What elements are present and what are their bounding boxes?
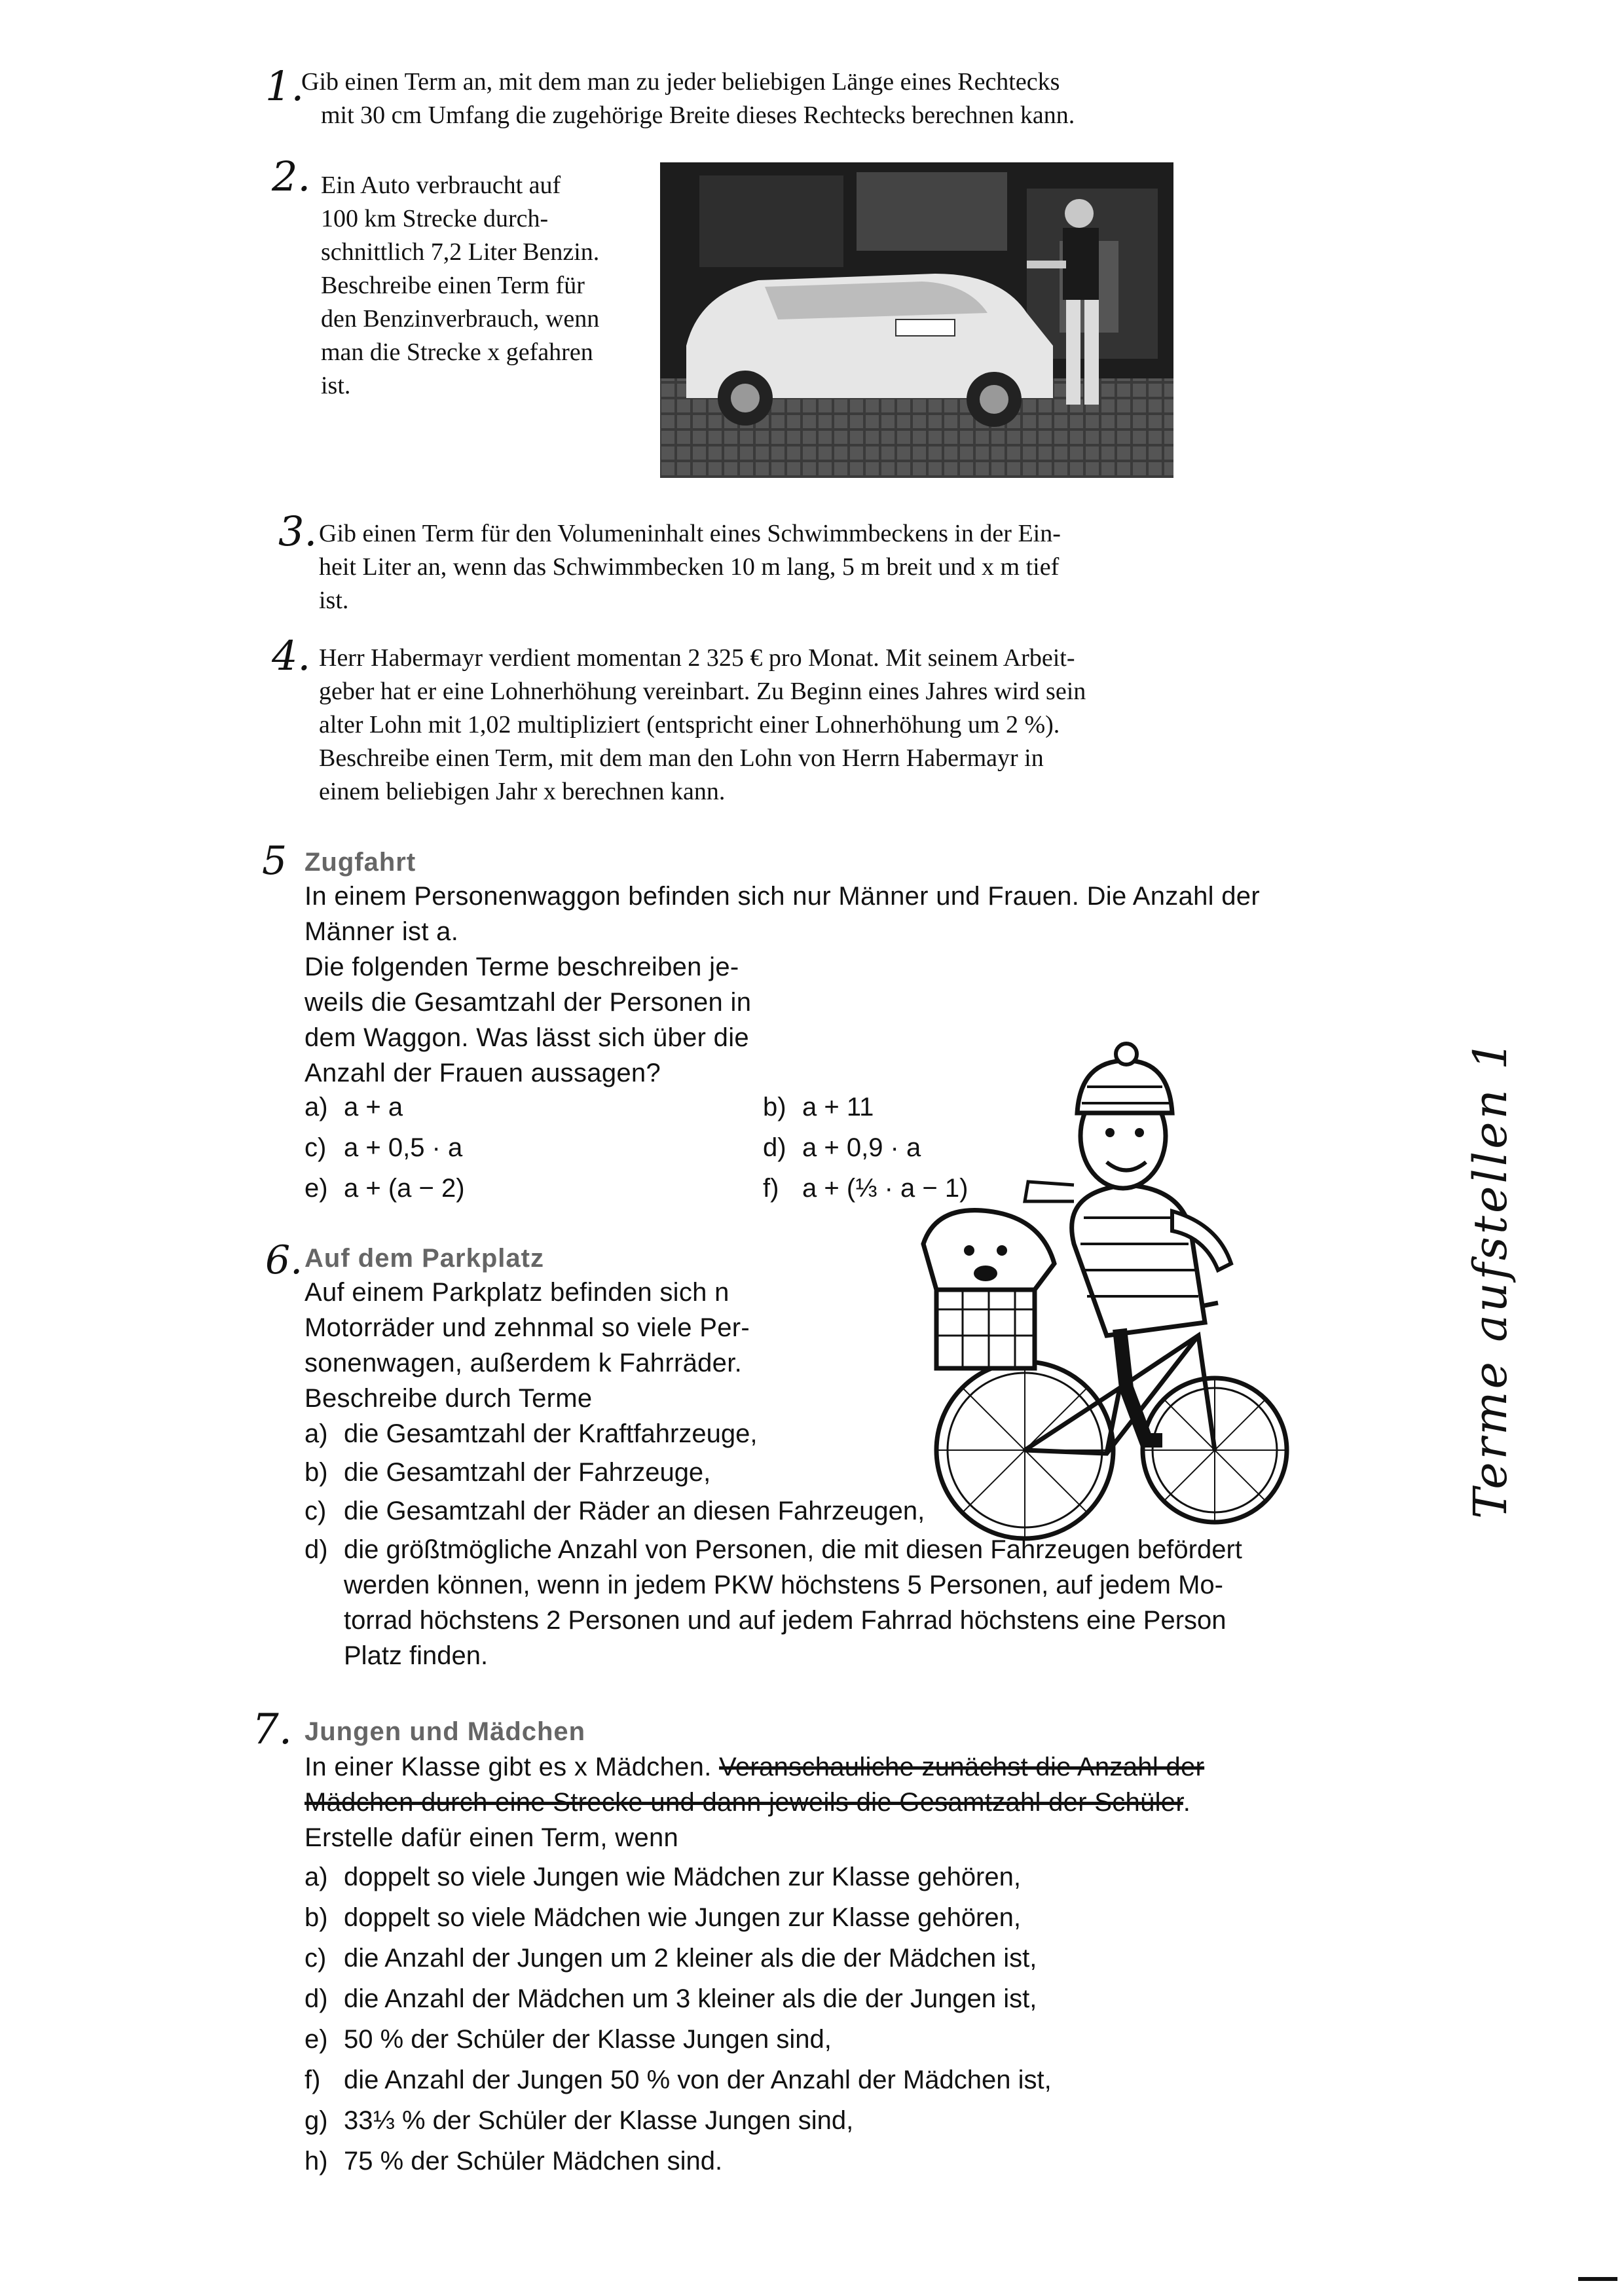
task-6-number: 6. xyxy=(265,1237,303,1283)
text-line: den Benzinverbrauch, wenn xyxy=(321,305,600,333)
task-1-number: 1. xyxy=(265,62,304,110)
text-line: einem beliebigen Jahr x berechnen kann. xyxy=(319,778,726,805)
text-line: Männer ist a. xyxy=(304,917,459,946)
text-line: Die folgenden Terme beschreiben je- xyxy=(304,953,739,981)
text-line: Ein Auto verbraucht auf xyxy=(321,172,561,199)
text-plain: In einer Klasse gibt es x Mädchen. xyxy=(304,1753,720,1781)
task-6-item-a xyxy=(304,1416,757,1451)
text-line: man die Strecke x gefahren xyxy=(321,338,593,366)
item-text: die größtmögliche Anzahl von Personen, die mit diesen Fahrzeugen befördert xyxy=(344,1535,1242,1564)
task-6-item-d xyxy=(304,1532,1242,1673)
item-text: die Anzahl der Mädchen um 3 kleiner als die der Jungen ist, xyxy=(344,1984,1037,2013)
option-term: a + 11 xyxy=(802,1093,874,1121)
text-line: alter Lohn mit 1,02 multipliziert (entspricht einer Lohnerhöhung um 2 %). xyxy=(319,711,1060,738)
car-photo-illustration xyxy=(660,162,1173,478)
item-label: a) xyxy=(304,1419,328,1448)
item-label: a) xyxy=(304,1863,328,1891)
item-text: 75 % der Schüler Mädchen sind. xyxy=(344,2147,723,2176)
task-7-item-a xyxy=(304,1859,1021,1895)
item-text: 50 % der Schüler der Klasse Jungen sind, xyxy=(344,2025,832,2054)
text-line: Erstelle dafür einen Term, wenn xyxy=(304,1823,679,1852)
item-label: h) xyxy=(304,2147,328,2176)
struck-text: Mädchen durch eine Strecke und dann jeweils die Gesamtzahl der Schüler xyxy=(304,1788,1183,1817)
text-line: 100 km Strecke durch- xyxy=(321,205,549,232)
option-term: a + (a − 2) xyxy=(344,1174,465,1203)
car-photo xyxy=(660,162,1173,478)
text-line: sonenwagen, außerdem k Fahrräder. xyxy=(304,1349,743,1377)
task-6-heading: Auf dem Parkplatz xyxy=(304,1244,544,1273)
text-line: Beschreibe durch Terme xyxy=(304,1384,593,1413)
text-line xyxy=(304,1785,1204,1820)
task-6-item-b xyxy=(304,1455,710,1490)
task-5-option-d xyxy=(763,1130,921,1165)
option-label: b) xyxy=(763,1093,786,1121)
item-continuation: Platz finden. xyxy=(344,1641,489,1670)
task-3-number: 3. xyxy=(278,507,318,555)
text-line: In einem Personenwaggon befinden sich nur Männer und Frauen. Die Anzahl der xyxy=(304,882,1260,911)
item-text: die Gesamtzahl der Fahrzeuge, xyxy=(344,1458,711,1487)
option-label: d) xyxy=(763,1133,786,1162)
text-line: Auf einem Parkplatz befinden sich n xyxy=(304,1278,729,1307)
text-line: Gib einen Term für den Volumeninhalt eines Schwimmbeckens in der Ein- xyxy=(319,520,1061,547)
item-label: d) xyxy=(304,1984,328,2013)
item-continuation: werden können, wenn in jedem PKW höchstens 5 Personen, auf jedem Mo- xyxy=(344,1571,1223,1599)
cyclist-illustration xyxy=(910,1021,1290,1558)
option-label: a) xyxy=(304,1093,328,1121)
option-label: c) xyxy=(304,1133,327,1162)
option-term: a + 0,9 · a xyxy=(802,1133,921,1162)
item-label: e) xyxy=(304,2025,328,2054)
text-line: dem Waggon. Was lässt sich über die xyxy=(304,1023,749,1052)
item-text: die Anzahl der Jungen 50 % von der Anzahl der Mädchen ist, xyxy=(344,2066,1052,2094)
text-line: mit 30 cm Umfang die zugehörige Breite dieses Rechtecks berechnen kann. xyxy=(321,101,1075,129)
item-label: b) xyxy=(304,1903,328,1932)
task-6-text xyxy=(304,1275,750,1416)
item-label: f) xyxy=(304,2066,321,2094)
item-text: die Gesamtzahl der Kraftfahrzeuge, xyxy=(344,1419,758,1448)
task-7-item-e xyxy=(304,2022,832,2057)
task-7-item-b xyxy=(304,1900,1021,1935)
text-line: weils die Gesamtzahl der Personen in xyxy=(304,988,752,1017)
task-6-item-c xyxy=(304,1493,925,1529)
text-line: heit Liter an, wenn das Schwimmbecken 10 m lang, 5 m breit und x m tief xyxy=(319,553,1060,581)
option-term: a + (⅓ · a − 1) xyxy=(802,1174,969,1203)
task-7-heading: Jungen und Mädchen xyxy=(304,1717,586,1746)
task-5-number: 5 xyxy=(262,838,287,884)
text-line xyxy=(304,1749,1204,1785)
task-5-option-b xyxy=(763,1089,874,1125)
task-7-text xyxy=(304,1749,1204,1855)
item-label: d) xyxy=(304,1535,328,1564)
task-1-text xyxy=(301,65,1075,132)
cyclist-drawing xyxy=(910,1021,1290,1558)
item-text: die Anzahl der Jungen um 2 kleiner als die der Mädchen ist, xyxy=(344,1944,1037,1973)
task-4-number: 4. xyxy=(272,632,311,680)
option-label: f) xyxy=(763,1174,779,1203)
item-text: doppelt so viele Mädchen wie Jungen zur Klasse gehören, xyxy=(344,1903,1021,1932)
item-label: c) xyxy=(304,1944,327,1973)
scan-mark xyxy=(1578,2277,1617,2281)
item-label: b) xyxy=(304,1458,328,1487)
task-7-number: 7. xyxy=(252,1705,293,1754)
option-term: a + a xyxy=(344,1093,403,1121)
item-label: g) xyxy=(304,2106,328,2135)
side-note-handwritten: Terme aufstellen 1 xyxy=(1464,1038,1517,1519)
text-line: Motorräder und zehnmal so viele Per- xyxy=(304,1313,750,1342)
option-label: e) xyxy=(304,1174,328,1203)
task-2-number: 2. xyxy=(272,153,311,200)
text-line: Anzahl der Frauen aussagen? xyxy=(304,1059,661,1087)
text-plain: . xyxy=(1183,1788,1191,1817)
task-7-item-c xyxy=(304,1941,1037,1976)
task-5-heading: Zugfahrt xyxy=(304,848,416,877)
task-5-option-a xyxy=(304,1089,403,1125)
struck-text: Veranschauliche zunächst die Anzahl der xyxy=(719,1753,1205,1781)
item-label: c) xyxy=(304,1497,327,1525)
item-text: die Gesamtzahl der Räder an diesen Fahrzeugen, xyxy=(344,1497,925,1525)
text-line: schnittlich 7,2 Liter Benzin. xyxy=(321,238,600,266)
text-line: ist. xyxy=(319,587,349,614)
text-line: ist. xyxy=(321,372,351,399)
text-line: geber hat er eine Lohnerhöhung vereinbart. Zu Beginn eines Jahres wird sein xyxy=(319,678,1086,705)
task-5-option-c xyxy=(304,1130,462,1165)
task-4-text xyxy=(319,642,1086,809)
option-term: a + 0,5 · a xyxy=(344,1133,463,1162)
task-5-option-e xyxy=(304,1171,465,1206)
task-7-item-d xyxy=(304,1981,1037,2016)
task-3-text xyxy=(319,517,1061,617)
task-7-item-f xyxy=(304,2062,1052,2098)
item-text: doppelt so viele Jungen wie Mädchen zur Klasse gehören, xyxy=(344,1863,1021,1891)
task-7-item-g xyxy=(304,2103,853,2138)
task-2-text xyxy=(321,169,599,403)
text-line: Beschreibe einen Term, mit dem man den Lohn von Herrn Habermayr in xyxy=(319,744,1044,772)
task-7-item-h xyxy=(304,2143,722,2179)
item-text: 33⅓ % der Schüler der Klasse Jungen sind, xyxy=(344,2106,854,2135)
text-line: Gib einen Term an, mit dem man zu jeder beliebigen Länge eines Rechtecks xyxy=(301,68,1060,96)
item-continuation: torrad höchstens 2 Personen und auf jedem Fahrrad höchstens eine Person xyxy=(344,1606,1227,1635)
text-line: Herr Habermayr verdient momentan 2 325 € pro Monat. Mit seinem Arbeit- xyxy=(319,644,1075,672)
text-line: Beschreibe einen Term für xyxy=(321,272,585,299)
